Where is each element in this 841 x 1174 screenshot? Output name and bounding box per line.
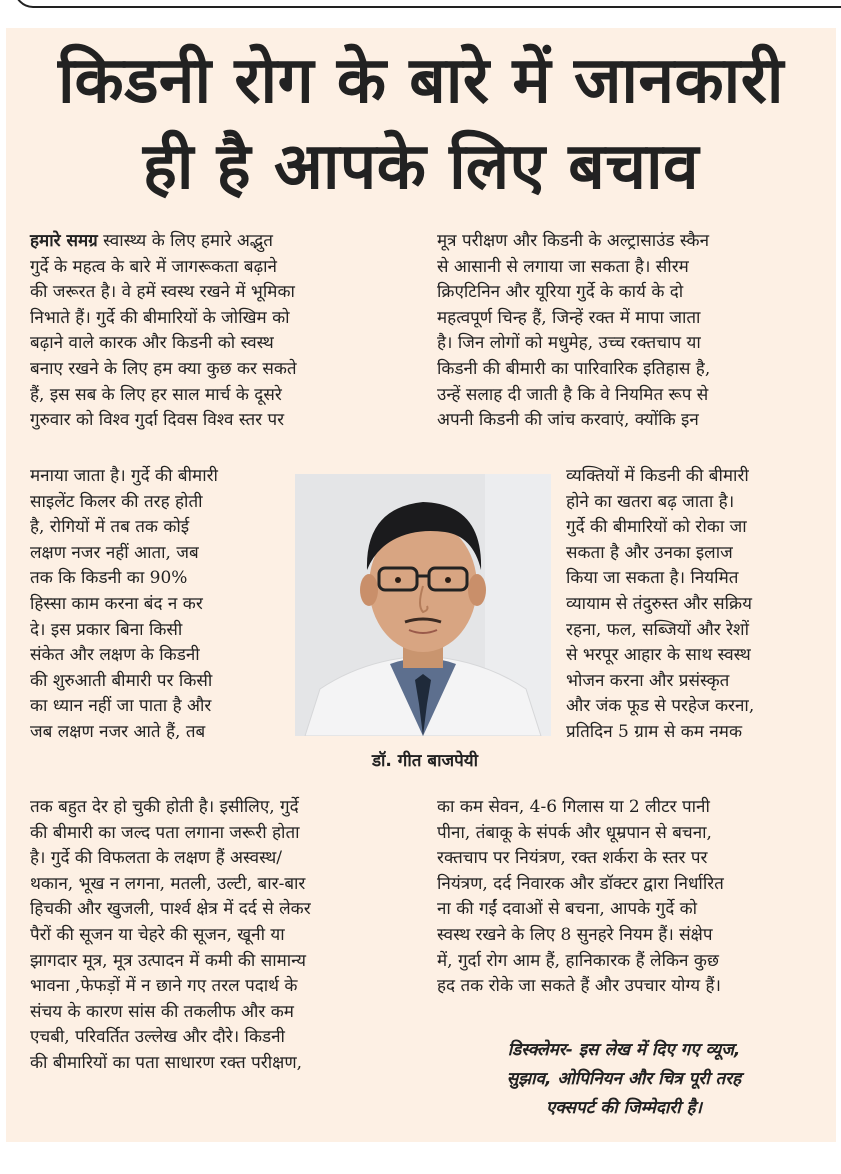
left-column-wrap bbox=[30, 464, 218, 746]
text-line: संचय के कारण सांस की तकलीफ और कम bbox=[30, 1001, 294, 1022]
text-line: नियंत्रण, दर्द निवारक और डॉक्टर द्वारा निर्धारित bbox=[437, 873, 724, 894]
text-line: एचबी, परिवर्तित उल्लेख और दौरे। किडनी bbox=[30, 1027, 285, 1048]
text-line: किडनी की बीमारी का पारिवारिक इतिहास है, bbox=[437, 358, 711, 379]
text-line: रक्तचाप पर नियंत्रण, रक्त शर्करा के स्तर पर bbox=[437, 848, 708, 869]
headline-line-2: ही है आपके लिए बचाव bbox=[142, 130, 700, 204]
text-line: ना की गईं दवाओं से बचना, आपके गुर्दे को bbox=[437, 899, 698, 920]
disclaimer-line: डिस्क्लेमर- इस लेख में दिए गए व्यूज, bbox=[507, 1040, 741, 1060]
text-line: सकता है और उनका इलाज bbox=[566, 542, 733, 563]
text-line: की बीमारी का जल्द पता लगाना जरूरी होता bbox=[30, 822, 300, 843]
doctor-portrait-icon bbox=[295, 474, 551, 736]
text-line: अपनी किडनी की जांच करवाएं, क्योंकि इन bbox=[437, 410, 699, 431]
text-line: गुरुवार को विश्व गुर्दा दिवस विश्व स्तर पर bbox=[30, 410, 285, 431]
text-line: व्यायाम से तंदुरुस्त और सक्रिय bbox=[566, 593, 752, 614]
text-line: का कम सेवन, 4-6 गिलास या 2 लीटर पानी bbox=[437, 797, 710, 817]
left-column-top bbox=[30, 229, 297, 434]
text-line: महत्वपूर्ण चिन्ह हैं, जिन्हें रक्त में मापा जाता bbox=[437, 307, 701, 328]
text-line: बनाए रखने के लिए हम क्या कुछ कर सकते bbox=[30, 358, 297, 379]
text-line: है। जिन लोगों को मधुमेह, उच्च रक्तचाप या bbox=[437, 333, 701, 354]
disclaimer bbox=[432, 1036, 816, 1123]
disclaimer-line: सुझाव, ओपिनियन और चित्र पूरी तरह bbox=[506, 1069, 742, 1089]
left-column-bottom bbox=[30, 795, 311, 1077]
text-line: व्यक्तियों में किडनी की बीमारी bbox=[566, 466, 749, 486]
text-line: से भरपूर आहार के साथ स्वस्थ bbox=[566, 645, 751, 666]
text-line: साइलेंट किलर की तरह होती bbox=[30, 491, 203, 512]
text-line: की शुरुआती बीमारी पर किसी bbox=[30, 670, 213, 691]
text-line: हद तक रोके जा सकते हैं और उपचार योग्य हैं। bbox=[437, 976, 721, 997]
text-line: का ध्यान नहीं जा पाता है और bbox=[30, 696, 212, 717]
text-line: स्वस्थ रखने के लिए 8 सुनहरे नियम हैं। संक्षेप bbox=[437, 924, 713, 945]
text-line: किया जा सकता है। नियमित bbox=[566, 568, 739, 589]
text-line: पैरों की सूजन या चेहरे की सूजन, खूनी या bbox=[30, 924, 285, 945]
text-line: गुर्दे की बीमारियों को रोका जा bbox=[566, 517, 747, 538]
text-line: हैं, इस सब के लिए हर साल मार्च के दूसरे bbox=[30, 384, 282, 405]
article-headline bbox=[6, 38, 836, 210]
right-column-wrap bbox=[566, 464, 754, 746]
photo-caption: डॉ. गीत बाजपेयी bbox=[371, 751, 479, 771]
text-line: से आसानी से लगाया जा सकता है। सीरम bbox=[437, 256, 689, 277]
text-line: गुर्दे के महत्व के बारे में जागरूकता बढ़ाने bbox=[30, 256, 277, 277]
text-line: संकेत और लक्षण के किडनी bbox=[30, 645, 200, 666]
text-line: तक बहुत देर हो चुकी होती है। इसीलिए, गुर्दे bbox=[30, 797, 299, 817]
text-line: क्रिएटिनिन और यूरिया गुर्दे के कार्य के दो bbox=[437, 282, 684, 303]
text-line: पीना, तंबाकू के संपर्क और धूम्रपान से बचना, bbox=[437, 822, 712, 843]
text-line: की जरूरत है। वे हमें स्वस्थ रखने में भूमिका bbox=[30, 282, 295, 303]
text-line: झागदार मूत्र, मूत्र उत्पादन में कमी की सामान्य bbox=[30, 950, 307, 971]
doctor-portrait-photo bbox=[295, 474, 551, 736]
text-line: बढ़ाने वाले कारक और किडनी को स्वस्थ bbox=[30, 333, 274, 354]
text-line: होने का खतरा बढ़ जाता है। bbox=[566, 491, 735, 512]
text-line: भोजन करना और प्रसंस्कृत bbox=[566, 670, 730, 691]
text-line: में, गुर्दा रोग आम हैं, हानिकारक हैं लेकिन कुछ bbox=[437, 950, 719, 971]
text-line: तक कि किडनी का 90% bbox=[30, 568, 188, 589]
text-line: लक्षण नजर नहीं आता, जब bbox=[30, 542, 199, 563]
text-line: भावना ,फेफड़ों में न छाने गए तरल पदार्थ के bbox=[30, 976, 298, 997]
text-line: निभाते हैं। गुर्दे की बीमारियों के जोखिम को bbox=[30, 307, 290, 328]
right-column-bottom bbox=[437, 795, 724, 1000]
text-line: है। गुर्दे की विफलता के लक्षण हैं अस्वस्थ/ bbox=[30, 848, 282, 869]
page-border-frame bbox=[14, 0, 841, 8]
text-line: प्रतिदिन 5 ग्राम से कम नमक bbox=[566, 721, 742, 742]
text-line: और जंक फूड से परहेज करना, bbox=[566, 696, 755, 717]
right-column-top bbox=[437, 229, 710, 434]
lead-in: हमारे समग्र bbox=[30, 231, 98, 251]
text-line: थकान, भूख न लगना, मतली, उल्टी, बार-बार bbox=[30, 873, 306, 894]
text-line: रहना, फल, सब्जियों और रेशों bbox=[566, 619, 750, 640]
text-line: हिचकी और खुजली, पार्श्व क्षेत्र में दर्द से लेकर bbox=[30, 899, 311, 920]
text-line: मूत्र परीक्षण और किडनी के अल्ट्रासाउंड स्कैन bbox=[437, 231, 710, 251]
text-line: दे। इस प्रकार बिना किसी bbox=[30, 619, 183, 640]
text-line: हिस्सा काम करना बंद न कर bbox=[30, 593, 203, 614]
text-line: हमारे समग्र स्वास्थ्य के लिए हमारे अद्भुत bbox=[30, 231, 273, 251]
text-line: है, रोगियों में तब तक कोई bbox=[30, 517, 190, 538]
headline-line-1: किडनी रोग के बारे में जानकारी bbox=[57, 44, 785, 118]
text-line: की बीमारियों का पता साधारण रक्त परीक्षण, bbox=[30, 1052, 303, 1073]
text-line: मनाया जाता है। गुर्दे की बीमारी bbox=[30, 466, 218, 486]
disclaimer-line: एक्सपर्ट की जिम्मेदारी है। bbox=[545, 1098, 703, 1118]
text-line: उन्हें सलाह दी जाती है कि वे नियमित रूप से bbox=[437, 384, 709, 405]
text-line: जब लक्षण नजर आते हैं, तब bbox=[30, 721, 206, 742]
